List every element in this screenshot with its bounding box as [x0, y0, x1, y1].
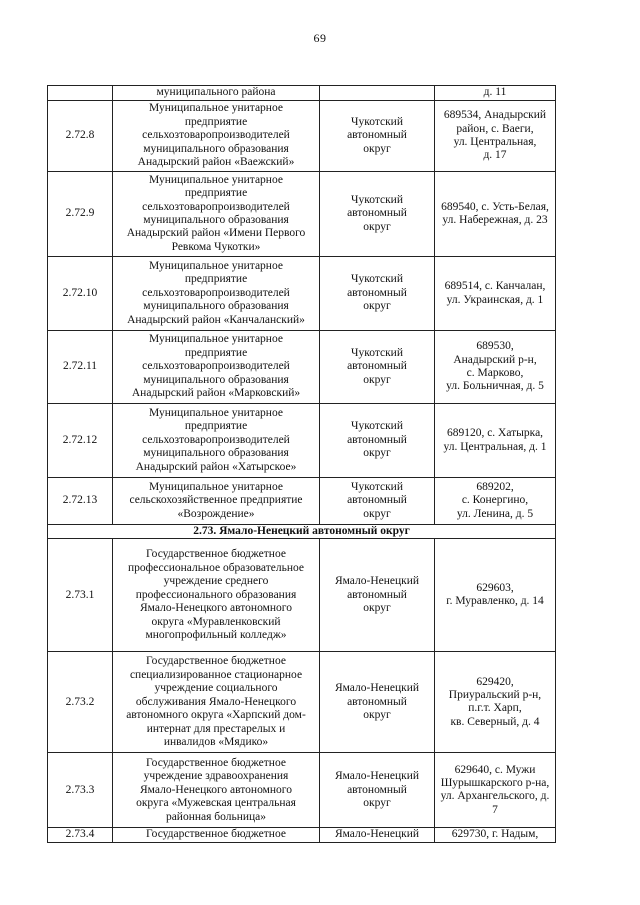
region: Чукотский автономный округ	[320, 172, 435, 257]
table-row	[48, 652, 556, 753]
address: д. 11	[435, 86, 556, 101]
organization-name: Государственное бюджетное	[113, 828, 320, 842]
row-number: 2.72.13	[48, 478, 113, 525]
table-row	[48, 172, 556, 257]
row-number: 2.73.4	[48, 828, 113, 842]
address: 629603, г. Муравленко, д. 14	[435, 539, 556, 652]
organization-name: Муниципальное унитарное предприятие сельхозтоваропроизводителей муниципального образования Анадырский район «Ваежский»	[113, 101, 320, 172]
section-header-row	[48, 525, 556, 539]
address: 629730, г. Надым,	[435, 828, 556, 842]
organization-name: муниципального района	[113, 86, 320, 101]
row-number: 2.72.10	[48, 257, 113, 331]
row-number: 2.72.8	[48, 101, 113, 172]
row-number: 2.73.3	[48, 753, 113, 828]
organization-name: Муниципальное унитарное предприятие сельхозтоваропроизводителей муниципального образования Анадырский район «Имени Первого Ревкома Чукотки»	[113, 172, 320, 257]
organization-name: Муниципальное унитарное сельскохозяйственное предприятие «Возрождение»	[113, 478, 320, 525]
organization-name: Муниципальное унитарное предприятие сельхозтоваропроизводителей муниципального образования Анадырский район «Хатырское»	[113, 404, 320, 478]
table-row	[48, 404, 556, 478]
row-number: 2.72.12	[48, 404, 113, 478]
table-row	[48, 539, 556, 652]
row-number: 2.73.2	[48, 652, 113, 753]
region: Чукотский автономный округ	[320, 331, 435, 404]
organization-name: Государственное бюджетное специализированное стационарное учреждение социального обслуживания Ямало-Ненецкого автономного округа «Харпский дом- интернат для престарелых и инвалидов «Мядико»	[113, 652, 320, 753]
region: Чукотский автономный округ	[320, 404, 435, 478]
organization-name: Муниципальное унитарное предприятие сельхозтоваропроизводителей муниципального образования Анадырский район «Канчаланский»	[113, 257, 320, 331]
region: Чукотский автономный округ	[320, 478, 435, 525]
address: 629420, Приуральский р-н, п.г.т. Харп, кв. Северный, д. 4	[435, 652, 556, 753]
table-row	[48, 101, 556, 172]
address: 689514, с. Канчалан, ул. Украинская, д. 1	[435, 257, 556, 331]
table-row	[48, 257, 556, 331]
region: Ямало-Ненецкий автономный округ	[320, 652, 435, 753]
address: 629640, с. Мужи Шурышкарского р-на, ул. Архангельского, д. 7	[435, 753, 556, 828]
table-row	[48, 331, 556, 404]
row-number: 2.73.1	[48, 539, 113, 652]
organization-name: Государственное бюджетное профессиональное образовательное учреждение среднего профессионального образования Ямало-Ненецкого автономного округа «Муравленковский многопрофильный колледж»	[113, 539, 320, 652]
page-number: 69	[313, 31, 327, 45]
row-number: 2.72.11	[48, 331, 113, 404]
region: Чукотский автономный округ	[320, 101, 435, 172]
registry-table	[47, 85, 556, 843]
table-row	[48, 86, 556, 101]
region	[320, 86, 435, 101]
row-number: 2.72.9	[48, 172, 113, 257]
address: 689202, с. Конергино, ул. Ленина, д. 5	[435, 478, 556, 525]
address: 689530, Анадырский р-н, с. Марково, ул. Больничная, д. 5	[435, 331, 556, 404]
address: 689540, с. Усть-Белая, ул. Набережная, д. 23	[435, 172, 556, 257]
organization-name: Государственное бюджетное учреждение здравоохранения Ямало-Ненецкого автономного округа «Мужевская центральная районная больница»	[113, 753, 320, 828]
address: 689120, с. Хатырка, ул. Центральная, д. 1	[435, 404, 556, 478]
table-row	[48, 478, 556, 525]
address: 689534, Анадырский район, с. Ваеги, ул. Центральная, д. 17	[435, 101, 556, 172]
region: Ямало-Ненецкий	[320, 828, 435, 842]
table-row	[48, 828, 556, 842]
region: Ямало-Ненецкий автономный округ	[320, 753, 435, 828]
organization-name: Муниципальное унитарное предприятие сельхозтоваропроизводителей муниципального образования Анадырский район «Марковский»	[113, 331, 320, 404]
region: Чукотский автономный округ	[320, 257, 435, 331]
section-title: 2.73. Ямало-Ненецкий автономный округ	[48, 525, 556, 539]
row-number	[48, 86, 113, 101]
region: Ямало-Ненецкий автономный округ	[320, 539, 435, 652]
table-row	[48, 753, 556, 828]
